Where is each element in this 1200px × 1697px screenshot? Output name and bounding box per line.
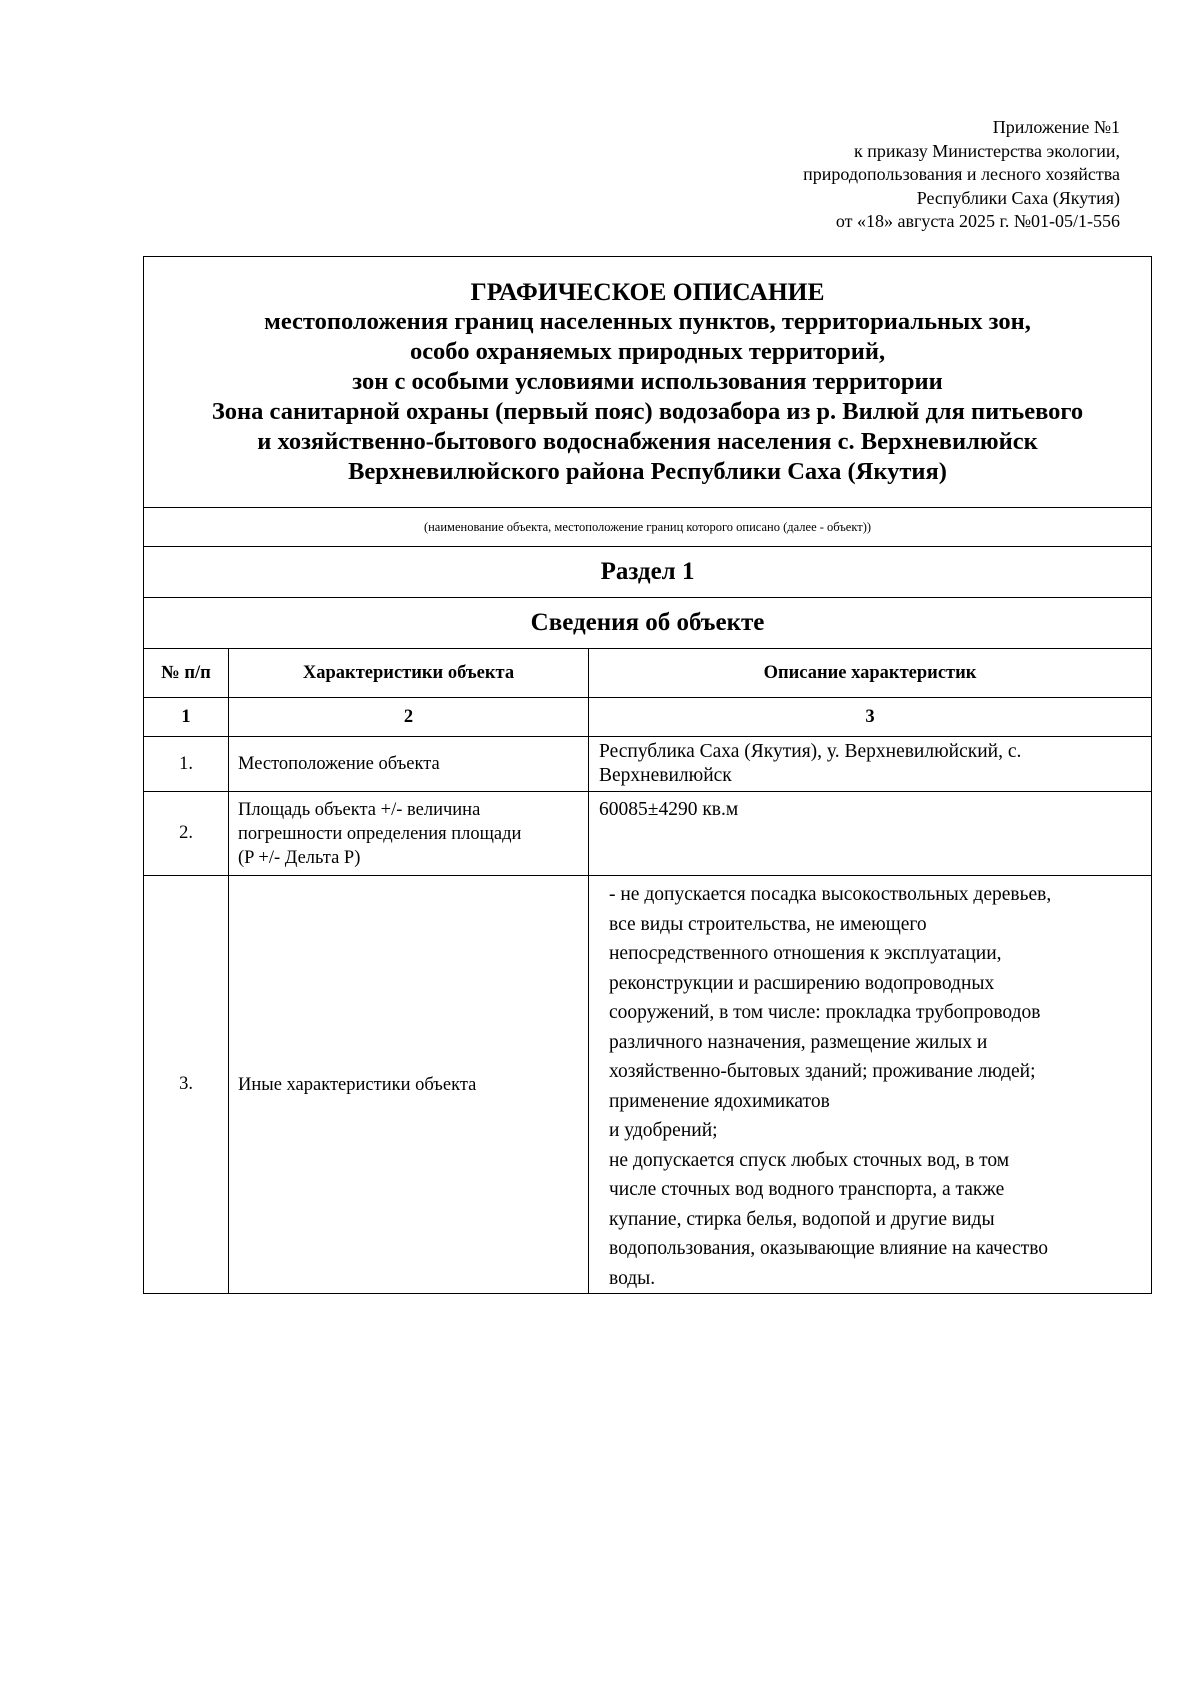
- description-line: реконструкции и расширению водопроводных: [609, 972, 995, 994]
- column-number: 2: [229, 698, 589, 737]
- section-heading: Раздел 1: [144, 547, 1152, 598]
- title-line: особо охраняемых природных территорий,: [409, 338, 886, 365]
- annex-line: Республики Саха (Якутия): [916, 187, 1120, 208]
- description-line: различного назначения, размещение жилых и: [609, 1031, 988, 1053]
- table-row: [144, 876, 1152, 1294]
- header-index: № п/п: [144, 649, 229, 698]
- table-row: [144, 737, 1152, 792]
- title-line: Верхневилюйского района Республики Саха (Якутия): [348, 458, 947, 485]
- description-line: не допускается спуск любых сточных вод, в том: [609, 1149, 1010, 1171]
- description-line: Верхневилюйск: [599, 765, 732, 786]
- annex-header: [803, 116, 1120, 234]
- description-line: купание, стирка белья, водопой и другие виды: [609, 1208, 995, 1230]
- description-line: Республика Саха (Якутия), у. Верхневилюйский, с.: [599, 741, 1022, 762]
- row-description: [589, 737, 1152, 792]
- header-description: Описание характеристик: [589, 649, 1152, 698]
- row-description: [589, 876, 1152, 1294]
- title-line: местоположения границ населенных пунктов, территориальных зон,: [264, 308, 1031, 335]
- title-line: и хозяйственно-бытового водоснабжения населения с. Верхневилюйск: [257, 428, 1038, 455]
- characteristic-line: (P +/- Дельта P): [238, 847, 361, 868]
- subsection-heading: Сведения об объекте: [144, 598, 1152, 649]
- description-line: сооружений, в том числе: прокладка трубопроводов: [609, 1002, 1041, 1023]
- characteristic-line: Площадь объекта +/- величина: [238, 799, 481, 820]
- table-row: [144, 792, 1152, 876]
- title-main: ГРАФИЧЕСКОЕ ОПИСАНИЕ: [470, 277, 825, 306]
- description-line: применение ядохимикатов: [609, 1090, 830, 1112]
- object-name-caption: (наименование объекта, местоположение границ которого описано (далее - объект)): [144, 508, 1152, 547]
- description-line: - не допускается посадка высокоствольных деревьев,: [609, 884, 1052, 905]
- row-description: 60085±4290 кв.м: [589, 792, 1152, 876]
- header-characteristic: Характеристики объекта: [229, 649, 589, 698]
- description-line: числе сточных вод водного транспорта, а также: [609, 1179, 1005, 1200]
- row-index: 2.: [144, 792, 229, 876]
- document-title: [144, 257, 1152, 508]
- description-line: и удобрений;: [609, 1120, 718, 1141]
- title-line: Зона санитарной охраны (первый пояс) водозабора из р. Вилюй для питьевого: [211, 398, 1084, 425]
- row-characteristic: Иные характеристики объекта: [229, 876, 589, 1294]
- annex-line: природопользования и лесного хозяйства: [803, 164, 1120, 184]
- row-index: 1.: [144, 737, 229, 792]
- annex-line: Приложение №1: [992, 117, 1120, 137]
- description-line: непосредственного отношения к эксплуатации,: [609, 943, 1002, 964]
- description-table: [143, 256, 1152, 1294]
- row-characteristic: [229, 792, 589, 876]
- column-number: 1: [144, 698, 229, 737]
- column-number: 3: [589, 698, 1152, 737]
- description-line: водопользования, оказывающие влияние на качество: [609, 1238, 1049, 1259]
- title-line: зон с особыми условиями использования территории: [352, 368, 943, 395]
- row-characteristic: Местоположение объекта: [229, 737, 589, 792]
- description-line: хозяйственно-бытовых зданий; проживание людей;: [609, 1061, 1036, 1082]
- characteristic-line: погрешности определения площади: [238, 823, 522, 844]
- row-index: 3.: [144, 876, 229, 1294]
- description-line: все виды строительства, не имеющего: [609, 913, 927, 935]
- annex-line: от «18» августа 2025 г. №01-05/1-556: [835, 211, 1120, 231]
- annex-line: к приказу Министерства экологии,: [853, 140, 1120, 161]
- description-line: воды.: [609, 1267, 656, 1289]
